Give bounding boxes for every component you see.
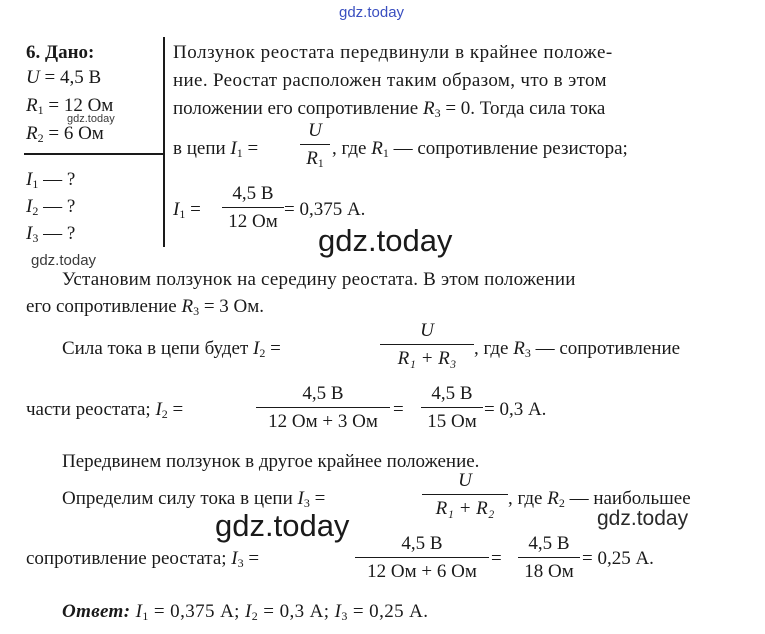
p2-line1: Установим ползунок на середину реостата. В этом положении: [62, 269, 576, 290]
given-divider: [24, 153, 164, 155]
fraction-u-over-r1-r3: U R₁ + R₃: [380, 321, 474, 368]
find-i2: $I_2$ — ?: [26, 196, 76, 218]
eq3-mid: =: [491, 548, 502, 569]
eq2-result: = 0,3 А.: [484, 399, 547, 420]
eq3-fraction-2: 4,5 В 18 Ом: [518, 534, 580, 581]
p1-line1: Ползунок реостата передвинули в крайнее положе-: [173, 42, 613, 63]
eq1-fraction: 4,5 В 12 Ом: [222, 184, 284, 231]
eq2-fraction-1: 4,5 В 12 Ом + 3 Ом: [256, 384, 390, 431]
fraction-u-over-r1-r2: U R₁ + R₂: [422, 471, 508, 518]
eq2-mid: =: [393, 399, 404, 420]
p1-line4-start: в цепи $I_1$ =: [173, 138, 259, 160]
fraction-u-over-r1: U $R_1$: [300, 121, 330, 169]
given-heading: 6. Дано:: [26, 42, 95, 63]
find-i3: $I_3$ — ?: [26, 223, 76, 245]
eq3-fraction-1: 4,5 В 12 Ом + 6 Ом: [355, 534, 489, 581]
watermark-center: gdz.today: [318, 223, 453, 258]
watermark-left: gdz.today: [31, 252, 97, 269]
watermark-bottom-left: gdz.today: [215, 508, 350, 543]
p1-line4-end: , где $R_1$ — сопротивление резистора;: [332, 138, 628, 160]
p3-line1-end: , где $R_3$ — сопротивление: [474, 338, 681, 360]
answer-label: Ответ:: [62, 601, 131, 622]
p1-line2: ние. Реостат расположен таким образом, что в этом: [173, 70, 607, 91]
watermark-bottom-right: gdz.today: [597, 507, 689, 530]
eq1-result: = 0,375 А.: [284, 199, 366, 220]
eq3-result: = 0,25 А.: [582, 548, 654, 569]
p5-line1-start: Определим силу тока в цепи $I_3$ =: [62, 488, 326, 510]
eq2-fraction-2: 4,5 В 15 Ом: [421, 384, 483, 431]
p5-line2-start: сопротивление реостата; $I_3$ =: [26, 548, 260, 570]
p5-line1-end: , где $R_2$ — наибольшее: [508, 488, 691, 510]
given-u: U = 4,5 В: [26, 67, 102, 88]
p3-line2-start: части реостата; $I_2$ =: [26, 399, 184, 421]
given-r1: $R_1 = 12$ Ом: [26, 95, 114, 117]
eq1-lhs: $I_1$ =: [173, 199, 201, 221]
answer-line: Ответ: $I_1 = 0,375$ А; $I_2 = 0,3$ А; $I_3 = 0,25$ А.: [62, 601, 429, 623]
given-separator: [163, 37, 165, 247]
given-r2: $R_2 = 6$ Ом: [26, 123, 104, 145]
watermark-top: gdz.today: [339, 4, 405, 21]
p1-line3: положении его сопротивление $R_3 = 0$. Тогда сила тока: [173, 98, 606, 120]
p2-line2: его сопротивление $R_3 = 3$ Ом.: [26, 296, 265, 318]
p4-line1: Передвинем ползунок в другое крайнее положение.: [62, 451, 480, 472]
p3-line1-start: Сила тока в цепи будет $I_2$ =: [62, 338, 281, 360]
find-i1: $I_1$ — ?: [26, 169, 76, 191]
watermark-given: gdz.today: [67, 113, 115, 125]
